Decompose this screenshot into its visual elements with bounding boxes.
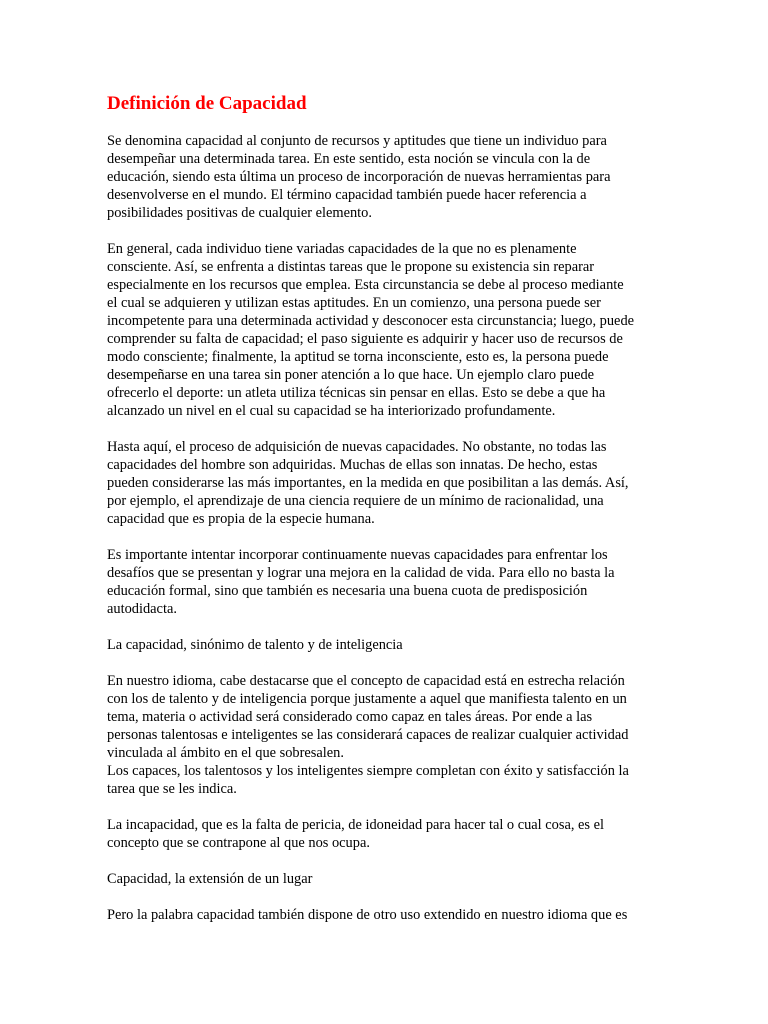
- paragraph-importancia: Es importante intentar incorporar continuamente nuevas capacidades para enfrentar los desafíos que se presentan y lograr una mejora en la calidad de vida. Para ello no basta la educación formal, sino que también es necesaria una buena cuota de predisposición autodidacta.: [107, 547, 615, 617]
- paragraph-extension: Pero la palabra capacidad también dispone de otro uso extendido en nuestro idioma que es: [107, 907, 628, 923]
- paragraph-incapacidad: La incapacidad, que es la falta de pericia, de idoneidad para hacer tal o cual cosa, es el concepto que se contrapone al que nos ocupa.: [107, 817, 605, 851]
- section-heading-talento: La capacidad, sinónimo de talento y de inteligencia: [107, 637, 403, 653]
- paragraph-adquisicion: Hasta aquí, el proceso de adquisición de nuevas capacidades. No obstante, no todas las capacidades del hombre son adquiridas. Muchas de ellas son innatas. De hecho, estas pueden considerarse las más importantes, en la medida en que posibilitan a las demás. Así, por ejemplo, el aprendizaje de una ciencia requiere de un mínimo de racionalidad, una capacidad que es propia de la especie humana.: [107, 439, 629, 527]
- paragraph-definition: Se denomina capacidad al conjunto de recursos y aptitudes que tiene un individuo para desempeñar una determinada tarea. En este sentido, esta noción se vincula con la de educación, siendo esta última un proceso de incorporación de nuevas herramientas para desenvolverse en el mundo. El término capacidad también puede hacer referencia a posibilidades positivas de cualquier elemento.: [107, 133, 611, 221]
- paragraph-general: En general, cada individuo tiene variadas capacidades de la que no es plenamente consciente. Así, se enfrenta a distintas tareas que le propone su existencia sin reparar especialmente en los recursos que emplea. Esta circunstancia se debe al proceso mediante el cual se adquieren y utilizan estas aptitudes. En un comienzo, una persona puede ser incompetente para una determinada actividad y desconocer esta circunstancia; luego, puede comprender su falta de capacidad; el paso siguiente es adquirir y hacer uso de recursos de modo consciente; finalmente, la aptitud se torna inconsciente, esto es, la persona puede desempeñarse en una tarea sin poner atención a lo que hace. Un ejemplo claro puede ofrecerlo el deporte: un atleta utiliza técnicas sin pensar en ellas. Esto se debe a que ha alcanzado un nivel en el cual su capacidad se ha interiorizado profundamente.: [107, 241, 635, 419]
- document-title: Definición de Capacidad: [107, 93, 307, 114]
- section-heading-extension: Capacidad, la extensión de un lugar: [107, 871, 313, 887]
- document-body: [107, 92, 667, 924]
- paragraph-talento: En nuestro idioma, cabe destacarse que el concepto de capacidad está en estrecha relación con los de talento y de inteligencia porque justamente a aquel que manifiesta talento en un tema, materia o actividad será considerado como capaz en tales áreas. Por ende a las personas talentosas e inteligentes se las considerará capaces de realizar cualquier actividad vinculada al ámbito en el que sobresalen. Los capaces, los talentosos y los inteligentes siempre completan con éxito y satisfacción la tarea que se les indica.: [107, 673, 629, 797]
